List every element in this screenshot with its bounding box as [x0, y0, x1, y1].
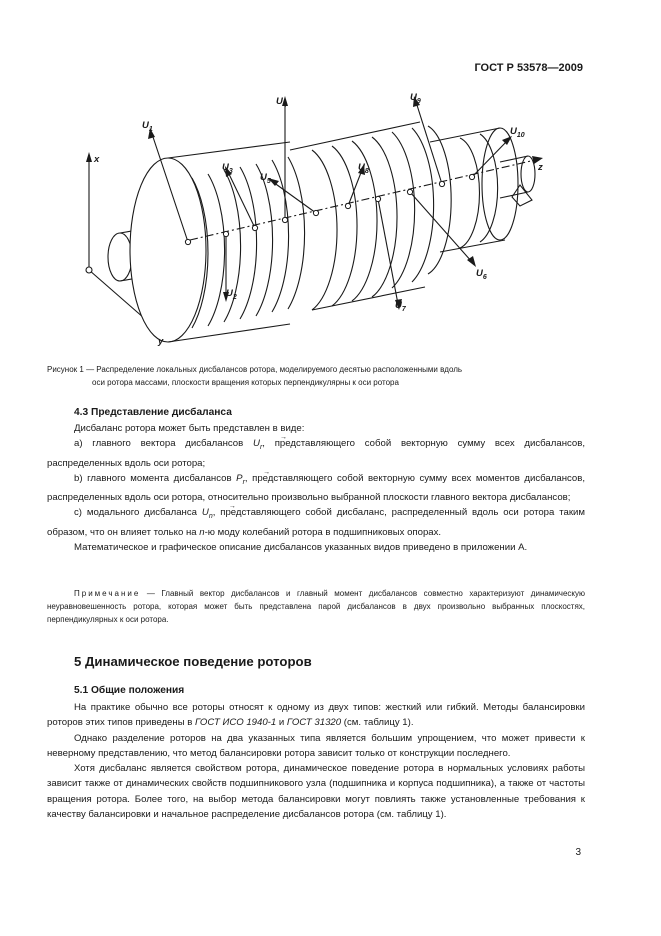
svg-text:U5: $U_5$: [260, 172, 271, 185]
label-u2: U: [226, 288, 233, 299]
rotor-figure: [80, 82, 560, 352]
label-u5: U: [260, 172, 267, 183]
document-code: ГОСТ Р 53578—2009: [474, 62, 583, 74]
section-4-3-body: Дисбаланс ротора может быть представлен в виде: a) главного вектора дисбалансов → $U_r$, представляющего собой векторную сумму всех дисбалансов, распределенных вдоль оси ротора; b) главного момента дисбалансов → $P_r$, представляющего собой векторную сумму всех моментов дисбалансов, распределенных вдоль оси ротора, относительно произвольно выбранной плоскости главного вектора дисбалансов; c) модального дисбаланса → $U_n$, представляющего собой дисбаланс, распределенный вдоль оси ротора таким образом, что он влияет только на n-ю моду колебаний ротора в подшипниковых опорах. Математическое и графическое описание дисбалансов указанных видов приведено в приложении А.: [47, 421, 585, 555]
svg-text:U3: $U_3$: [222, 162, 233, 175]
label-u9: U: [410, 92, 417, 103]
label-u8: U: [358, 162, 365, 173]
label-u10: U: [510, 126, 517, 137]
label-y: y: [158, 336, 164, 347]
label-z: z: [538, 162, 543, 173]
svg-text:U8: $U_8$: [358, 162, 369, 175]
svg-text:U9: $U_9$: [410, 92, 421, 105]
section-4-3-heading: 4.3 Представление дисбаланса: [74, 407, 232, 418]
label-u4: U: [276, 96, 283, 107]
svg-text:U2: $U_2$: [226, 288, 237, 301]
svg-text:U10: $U_{10}$: [510, 126, 525, 139]
page-number: 3: [575, 847, 581, 858]
svg-text:U4: $U_4$: [276, 96, 287, 109]
section-5-1-body: На практике обычно все роторы относят к одному из двух типов: жесткий или гибкий. Методы балансировки роторов этих типов приведены в ГОСТ ИСО 1940-1 и ГОСТ 31320 (см. таблицу 1). Однако разделение роторов на два указанных типа является большим упрощением, что может привести к неверному представлению, что метод балансировки ротора зависит только от конструкции последнего. Хотя дисбаланс является свойством ротора, динамическое поведение ротора в нормальных условиях работы зависит также от динамических свойств подшипникового узла (подшипника и корпуса подшипника), а также от частоты вращения ротора. Более того, на выбор метода балансировки могут повлиять также установленные требования к качеству балансировки и начальное распределение дисбалансов ротора (см. таблицу 1).: [47, 702, 585, 821]
svg-text:U6: $U_6$: [476, 268, 487, 281]
label-u1: U: [142, 120, 149, 131]
label-u3: U: [222, 162, 229, 173]
section-5-heading: 5 Динамическое поведение роторов: [74, 654, 312, 669]
svg-text:U1: $U_1$: [142, 120, 153, 133]
label-u6: U: [476, 268, 483, 279]
note: Примечание — Главный вектор дисбалансов и главный момент дисбалансов совместно характеризуют динамическую неуравновешенность ротора, которая может быть представлена парой дисбалансов в двух произвольно выбранных плоскостях, перпендикулярных к оси ротора.: [47, 589, 585, 624]
label-x: x: [94, 154, 100, 165]
label-u7: U: [395, 300, 402, 311]
figure-caption: Рисунок 1 — Распределение локальных дисбалансов ротора, моделируемого десятью расположенными вдоль оси ротора массами, плоскости вращения которых перпендикулярны к оси ротора: [47, 365, 463, 387]
section-5-1-heading: 5.1 Общие положения: [74, 685, 185, 696]
svg-text:U7: $U_7$: [395, 300, 406, 313]
